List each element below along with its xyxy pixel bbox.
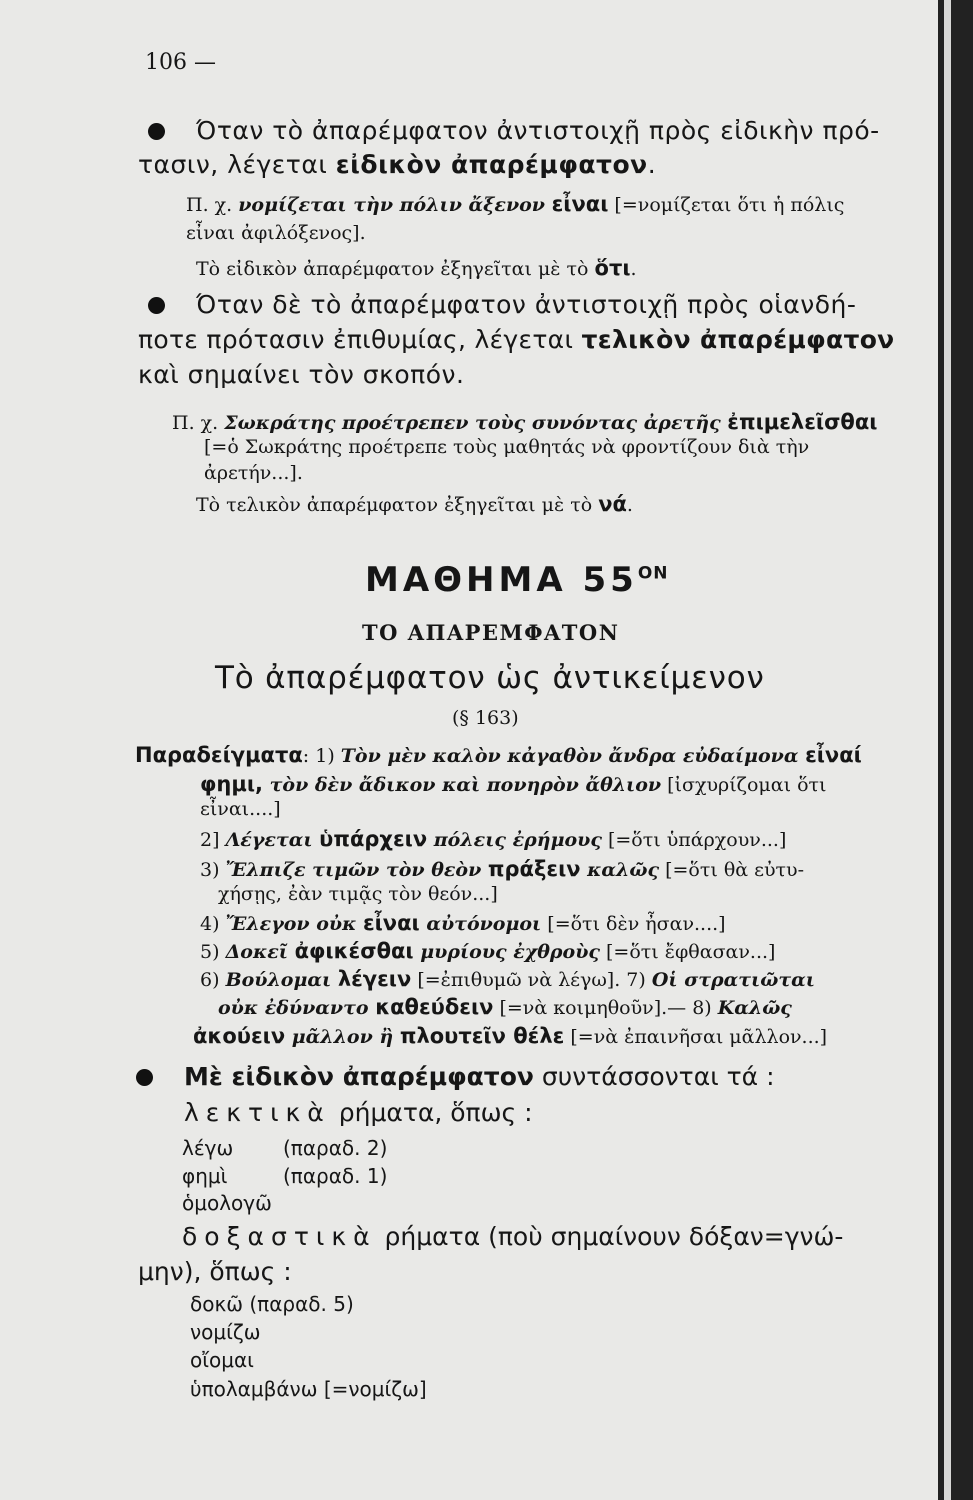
rule2-ex-bold: ἐπιμελεῖσθαι bbox=[727, 410, 878, 434]
examples-line1 bbox=[135, 743, 862, 767]
example2-italic1: Λέγεται bbox=[225, 829, 320, 851]
rule2-expl-bold: νά bbox=[598, 492, 627, 516]
example5-italic2: μυρίους ἐχθροὺς bbox=[413, 941, 600, 963]
rule2-term: τελικὸν ἀπαρέμφατον bbox=[581, 325, 895, 354]
bullet-icon bbox=[136, 1069, 153, 1086]
example4-italic1: Ἔλεγον οὐκ bbox=[225, 913, 363, 935]
category1-post: ρήματα, ὅπως : bbox=[330, 1098, 533, 1127]
example4-bold: εἶναι bbox=[362, 911, 420, 935]
rule1-ex-bold: εἶναι bbox=[551, 192, 609, 216]
page-number: 106 — bbox=[145, 50, 216, 75]
example2-translation: [=ὅτι ὑπάρχουν...] bbox=[601, 829, 787, 851]
examples-label: Παραδείγματα bbox=[135, 743, 303, 767]
rule3-category2-line2: μην), ὅπως : bbox=[138, 1257, 292, 1286]
category2-name: δοξαστικὰ bbox=[182, 1222, 377, 1251]
example4-italic2: αὐτόνομοι bbox=[419, 913, 542, 935]
verb-list1-item: φημὶ bbox=[182, 1164, 228, 1188]
example8-italic: Καλῶς bbox=[717, 997, 792, 1019]
example4-translation: [=ὅτι δὲν ἦσαν....] bbox=[541, 913, 726, 935]
rule2-line3: καὶ σημαίνει τὸν σκοπόν. bbox=[138, 360, 465, 389]
rule1-expl-pre: Τὸ εἰδικὸν ἀπαρέμφατον ἐξηγεῖται μὲ τὸ bbox=[196, 258, 595, 280]
rule2-example-line2: [=ὁ Σωκράτης προέτρεπε τοὺς μαθητάς νὰ φροντίζουν διὰ τὴν bbox=[204, 436, 810, 458]
example6 bbox=[200, 967, 815, 991]
lesson-heading bbox=[365, 560, 669, 600]
rule2-line2-pre: ποτε πρότασιν ἐπιθυμίας, λέγεται bbox=[138, 325, 582, 354]
example3-italic2: καλῶς bbox=[580, 859, 660, 881]
rule1-example-line1 bbox=[186, 192, 844, 216]
rule1-line1: Όταν τὸ ἀπαρέμφατον ἀντιστοιχῇ πρὸς εἰδικὴν πρό- bbox=[196, 116, 880, 145]
example5-translation: [=ὅτι ἔφθασαν...] bbox=[599, 941, 776, 963]
rule1-ex-post: [=νομίζεται ὅτι ἡ πόλις bbox=[608, 194, 845, 216]
verb-list2-item: ὑπολαμβάνω [=νομίζω] bbox=[190, 1377, 427, 1401]
rule1-line2-post: . bbox=[647, 150, 657, 179]
lesson-heading-text: ΜΑΘΗΜΑ 55 bbox=[365, 560, 638, 600]
example1-bold: εἶναί bbox=[805, 743, 862, 767]
example2-number: 2] bbox=[200, 829, 220, 851]
examples-line3: εἶναι....] bbox=[200, 798, 281, 820]
rule1-expl-post: . bbox=[630, 258, 637, 280]
rule1-ex-italic: νομίζεται τὴν πόλιν ἄξενον bbox=[238, 194, 552, 216]
verb-list2-item: νομίζω bbox=[190, 1320, 261, 1344]
example1-translation: [ἰσχυρίζομαι ὅτι bbox=[661, 774, 827, 796]
section-reference: (§ 163) bbox=[452, 707, 519, 729]
example3-number: 3) bbox=[200, 859, 220, 881]
rule1-line2-pre: τασιν, λέγεται bbox=[138, 150, 336, 179]
lesson-heading-sup: ΟΝ bbox=[637, 563, 669, 584]
bullet-icon bbox=[148, 297, 165, 314]
page-edge-stripe bbox=[944, 0, 951, 1500]
verb-list1-item: λέγω bbox=[182, 1136, 234, 1160]
verb-list1-item: ὁμολογῶ bbox=[182, 1191, 272, 1215]
example1-number: 1) bbox=[315, 745, 335, 767]
rule3-bold: Μὲ εἰδικὸν ἀπαρέμφατον bbox=[184, 1062, 534, 1091]
example8 bbox=[193, 1024, 827, 1048]
example4 bbox=[200, 911, 726, 935]
example8-bold1: ἀκούειν bbox=[193, 1024, 286, 1048]
rule3-category1 bbox=[184, 1098, 533, 1127]
example8-bold3: θέλε bbox=[505, 1024, 565, 1048]
rule2-explanation bbox=[196, 492, 633, 516]
example3-italic1: Ἔλπιζε τιμῶν τὸν θεὸν bbox=[225, 859, 488, 881]
example8-translation: [=νὰ ἐπαινῆσαι μᾶλλον...] bbox=[564, 1026, 828, 1048]
category1-name: λεκτικὰ bbox=[184, 1098, 331, 1127]
example7-italic: Οἱ στρατιῶται bbox=[651, 969, 815, 991]
rule2-expl-post: . bbox=[626, 494, 633, 516]
example3-translation: [=ὅτι θὰ εὐτυ- bbox=[659, 859, 805, 881]
example6-number: 6) bbox=[200, 969, 220, 991]
rule1-expl-bold: ὅτι bbox=[594, 256, 631, 280]
example4-number: 4) bbox=[200, 913, 220, 935]
lesson-subtitle: ΤΟ ΑΠΑΡΕΜΦΑΤΟΝ bbox=[362, 620, 620, 645]
rule2-example-line3: ἀρετήν...]. bbox=[204, 462, 303, 484]
example3-line2: χήσῃς, ἐὰν τιμᾷς τὸν θεόν...] bbox=[218, 883, 498, 905]
example7-italic2: οὐκ ἐδύναντο bbox=[218, 997, 376, 1019]
rule1-ex-prefix: Π. χ. bbox=[186, 194, 239, 216]
verb-list1-ref: (παραδ. 2) bbox=[283, 1136, 388, 1160]
examples-colon: : bbox=[302, 745, 310, 767]
rule2-ex-prefix: Π. χ. bbox=[172, 412, 225, 434]
example5-number: 5) bbox=[200, 941, 220, 963]
rule2-ex-italic: Σωκράτης προέτρεπεν τοὺς συνόντας ἀρετῆς bbox=[224, 412, 728, 434]
example6-bold: λέγειν bbox=[337, 967, 412, 991]
example2 bbox=[200, 827, 786, 851]
rule1-explanation bbox=[196, 256, 637, 280]
example8-bold2: πλουτεῖν bbox=[399, 1024, 506, 1048]
rule3-post: συντάσσονται τά : bbox=[533, 1062, 775, 1091]
example1-verb: φημι, bbox=[200, 772, 263, 796]
example6-italic1: Βούλομαι bbox=[225, 969, 338, 991]
rule3-category2 bbox=[182, 1222, 843, 1251]
bullet-icon bbox=[148, 123, 165, 140]
verb-list1-ref: (παραδ. 1) bbox=[283, 1164, 388, 1188]
example5 bbox=[200, 939, 775, 963]
examples-line2 bbox=[200, 772, 826, 796]
verb-list2-item: δοκῶ (παραδ. 5) bbox=[190, 1292, 354, 1316]
example3-bold: πράξειν bbox=[487, 857, 581, 881]
rule2-line1: Όταν δὲ τὸ ἀπαρέμφατον ἀντιστοιχῇ πρὸς οἱανδή- bbox=[196, 290, 857, 319]
example2-italic2: πόλεις ἐρήμους bbox=[427, 829, 602, 851]
example7 bbox=[218, 995, 792, 1019]
example1-italic2: τὸν δὲν ἄδικον καὶ πονηρὸν ἄθλιον bbox=[263, 774, 662, 796]
rule2-expl-pre: Τὸ τελικὸν ἀπαρέμφατον ἐξηγεῖται μὲ τὸ bbox=[196, 494, 599, 516]
rule1-line2 bbox=[138, 150, 656, 179]
example1-italic: Τὸν μὲν καλὸν κἀγαθὸν ἄνδρα εὐδαίμονα bbox=[340, 745, 806, 767]
verb-list2-item: οἴομαι bbox=[190, 1348, 254, 1372]
example8-italic2: μᾶλλον ἢ bbox=[285, 1026, 400, 1048]
example5-italic1: Δοκεῖ bbox=[225, 941, 295, 963]
rule1-term: εἰδικὸν ἀπαρέμφατον bbox=[335, 150, 648, 179]
rule2-line2 bbox=[138, 325, 895, 354]
rule2-example-line1 bbox=[172, 410, 877, 434]
example6-translation: [=ἐπιθυμῶ νὰ λέγω]. 7) bbox=[411, 969, 652, 991]
example7-translation: [=νὰ κοιμηθοῦν].— 8) bbox=[493, 997, 718, 1019]
lesson-title: Τὸ ἀπαρέμφατον ὡς ἀντικείμενον bbox=[215, 660, 765, 696]
category2-post: ρήματα (ποὺ σημαίνουν δόξαν=γνώ- bbox=[376, 1222, 844, 1251]
rule1-example-line2: εἶναι ἀφιλόξενος]. bbox=[186, 222, 366, 244]
example3 bbox=[200, 857, 804, 881]
example7-bold: καθεύδειν bbox=[375, 995, 494, 1019]
example2-bold: ὑπάρχειν bbox=[319, 827, 428, 851]
rule3-line1 bbox=[184, 1062, 775, 1091]
example5-bold: ἀφικέσθαι bbox=[294, 939, 414, 963]
